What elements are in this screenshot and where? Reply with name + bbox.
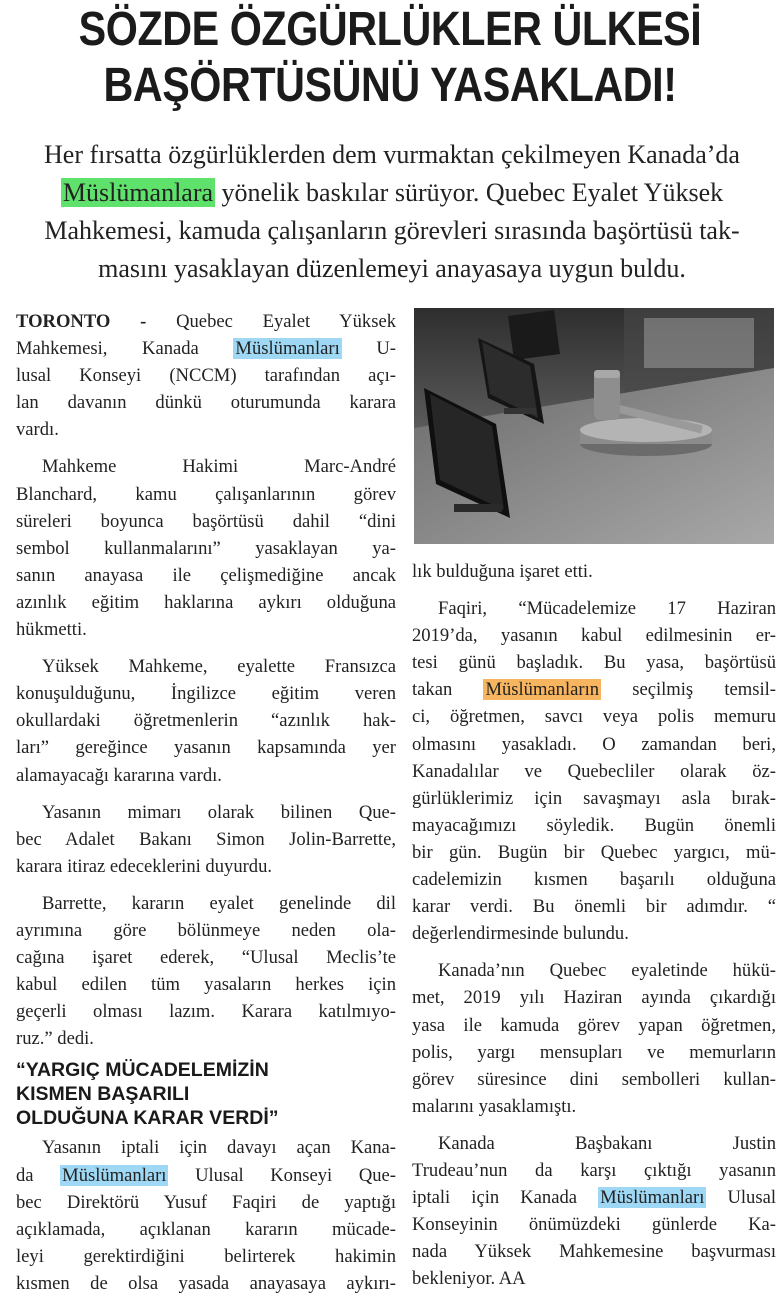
text-line: tesi günü başladık. Bu yasa, başörtüsü (412, 652, 776, 674)
text-fragment: Ulusal Konseyi Que- (168, 1164, 396, 1186)
text-line: yasa ile kamuda görev yapan öğretmen, (412, 1014, 776, 1036)
courtroom-gavel-photo (414, 308, 774, 544)
text-line: lık bulduğuna işaret etti. (412, 561, 593, 582)
text-line: nada Yüksek Mahkemesine başvurması (412, 1241, 776, 1263)
headline (55, 2, 726, 114)
text-line: kısmen de olsa yasada anayasaya aykırı- (16, 1272, 396, 1294)
text-line: azınlık eğitim haklarına aykırı olduğuna (16, 591, 396, 613)
text-line: 2019’da, yasanın kabul edilmesinin er- (412, 625, 776, 647)
text-line: açıklamada, açıklanan kararın mücade- (16, 1218, 396, 1240)
gavel-photo-illustration (414, 308, 774, 544)
highlight-blue: Müslümanları (600, 1187, 705, 1209)
p1-line-4: lan davanın dünkü oturumunda karara (16, 392, 396, 414)
highlight-green: Müslümanlara (62, 178, 214, 207)
p1-line-3: lusal Konseyi (NCCM) tarafından açı- (16, 365, 396, 387)
text-line: karara itiraz edeceklerini duyurdu. (16, 855, 273, 877)
text-line: gürlüklerimiz için savaşmayı asla bırak- (412, 787, 776, 809)
lede-line-3: Mahkemesi, kamuda çalışanların görevleri sırasında başörtüsü tak- (44, 216, 740, 245)
text-line: süreleri boyunca başörtüsü dahil “dini (16, 510, 396, 532)
p1-line-2 (16, 335, 396, 362)
subheading-line: OLDUĞUNA KARAR VERDİ” (16, 1107, 279, 1130)
text-line: konuşulduğunu, İngilizce eğitim veren (16, 683, 396, 705)
text-line: bekleniyor. AA (412, 1268, 526, 1290)
text-line: bir gün. Bugün bir Quebec yargıcı, mü- (412, 841, 776, 863)
paragraph-5 (16, 890, 396, 1053)
subheading-line: KISMEN BAŞARILI (16, 1083, 190, 1106)
text-line: Kanada’nın Quebec eyaletinde hükü- (438, 960, 776, 982)
text-line: Kanada Başbakanı Justin (438, 1132, 776, 1154)
p1-line-1-text: Quebec Eyalet Yüksek (146, 311, 396, 332)
text-line: hükmetti. (16, 619, 87, 641)
p1-line-2-text-b: U- (341, 338, 396, 360)
text-line: malarını yasaklamıştı. (412, 1095, 577, 1117)
p1-line-5: vardı. (16, 419, 59, 441)
paragraph-r3 (412, 957, 776, 1120)
lede-line-2 (12, 174, 772, 212)
lede-line-1: Her fırsatta özgürlüklerden dem vurmaktan çekilmeyen Kanada’da (44, 140, 740, 169)
dateline: TORONTO - (16, 311, 147, 332)
headline-line-2: BAŞÖRTÜSÜNÜ YASAKLADI! (103, 59, 677, 112)
text-line: Yüksek Mahkeme, eyalette Fransızca (42, 656, 396, 678)
highlight-blue: Müslümanları (62, 1164, 167, 1186)
text-line: karar verdi. Bu önemli bir adımdır. “ (412, 896, 776, 918)
text-line: görev süresince dini sembolleri kullan- (412, 1068, 776, 1090)
paragraph-6 (16, 1134, 396, 1297)
lede (12, 136, 772, 288)
headline-line-1: SÖZDE ÖZGÜRLÜKLER ÜLKESİ (78, 3, 702, 56)
text-fragment: takan (412, 679, 484, 701)
text-line (16, 1162, 396, 1189)
text-line: Blanchard, kamu çalışanlarının görev (16, 483, 396, 505)
text-line: ci, öğretmen, savcı veya polis memuru (412, 706, 776, 728)
paragraph-2 (16, 453, 396, 643)
text-line: Mahkeme Hakimi Marc-André (42, 456, 396, 478)
right-column (412, 558, 776, 1292)
text-line: ayrımına göre bölünmeye neden ola- (16, 919, 396, 941)
text-line: Faqiri, “Mücadelemize 17 Haziran (438, 598, 776, 620)
subheading-line: “YARGIÇ MÜCADELEMİZİN (16, 1059, 269, 1082)
text-line: sanın anayasa ile çelişmediğine ancak (16, 564, 396, 586)
text-line: sembol kullanmalarını” yasaklayan ya- (16, 537, 396, 559)
text-line: alamayacağı kararına vardı. (16, 764, 222, 786)
paragraph-3 (16, 653, 396, 788)
highlight-blue: Müslümanları (235, 338, 340, 360)
text-fragment: Ulusal (706, 1187, 776, 1209)
text-line: değerlendirmesinde bulundu. (412, 923, 629, 945)
text-line: olmasını yasakladı. O zamandan beri, (412, 733, 776, 755)
paragraph-4 (16, 799, 396, 880)
text-line: cağına işaret ederek, “Ulusal Meclis’te (16, 947, 396, 969)
text-line: met, 2019 yılı Haziran ayında çıkardığı (412, 987, 776, 1009)
text-line: Barrette, kararın eyalet genelinde dil (42, 892, 396, 914)
text-line: Konseyinin önümüzdeki günlerde Ka- (412, 1214, 776, 1236)
text-fragment: iptali için Kanada (412, 1187, 599, 1209)
highlight-orange: Müslümanların (485, 679, 600, 701)
text-line: bec Adalet Bakanı Simon Jolin-Barrette, (16, 828, 396, 850)
text-line: Kanadalılar ve Quebecliler olarak öz- (412, 760, 776, 782)
text-line: Trudeau’nun da karşı çıktığı yasanın (412, 1159, 776, 1181)
text-line: bec Direktörü Yusuf Faqiri de yaptığı (16, 1191, 396, 1213)
text-line (412, 1184, 776, 1211)
text-line: ları” gereğince yasanın kapsamında yer (16, 737, 396, 759)
text-line: Yasanın mimarı olarak bilinen Que- (42, 801, 396, 823)
lede-line-2-text: yönelik baskılar sürüyor. Quebec Eyalet Yüksek (215, 178, 724, 207)
paragraph-r4 (412, 1130, 776, 1293)
text-line: ruz.” dedi. (16, 1028, 94, 1050)
text-fragment: da (16, 1164, 61, 1186)
text-line: cadelemizin kısmen başarılı olduğuna (412, 869, 776, 891)
p1-line-1 (16, 308, 396, 335)
text-fragment: seçilmiş temsil- (601, 679, 776, 701)
lede-line-4: masını yasaklayan düzenlemeyi anayasaya uygun buldu. (98, 254, 686, 283)
text-line: okullardaki öğretmenlerin “azınlık hak- (16, 710, 396, 732)
left-column (16, 308, 396, 1297)
p1-line-2-text-a: Mahkemesi, Kanada (16, 338, 234, 360)
subheading (16, 1058, 396, 1130)
text-line (412, 676, 776, 703)
text-line: polis, yargı mensupları ve memurların (412, 1041, 776, 1063)
text-line: kabul edilen tüm yasaların herkes için (16, 974, 396, 996)
text-line: mayacağımızı söyledik. Bugün önemli (412, 814, 776, 836)
text-line: leyi gerektirdiğini belirterek hakimin (16, 1245, 396, 1267)
text-line: geçerli olması lazım. Karara katılmıyo- (16, 1001, 396, 1023)
text-line: Yasanın iptali için davayı açan Kana- (42, 1137, 396, 1159)
paragraph-r2 (412, 595, 776, 947)
